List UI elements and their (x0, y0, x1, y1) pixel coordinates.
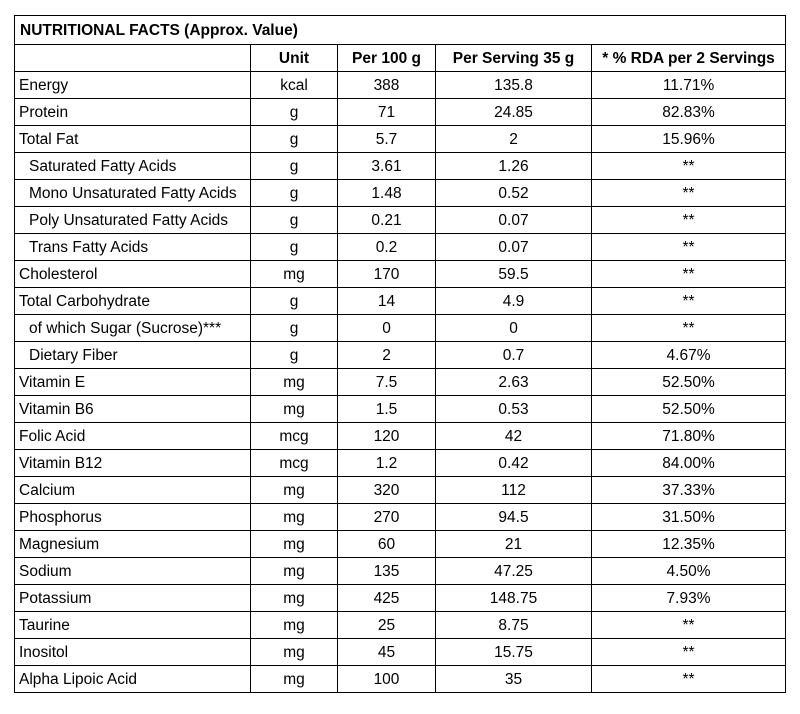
rda-cell: 15.96% (592, 126, 786, 153)
per-serving-cell: 112 (436, 477, 592, 504)
table-row (15, 180, 786, 207)
per-serving-cell: 94.5 (436, 504, 592, 531)
unit-cell: mg (251, 531, 338, 558)
per-serving-cell: 59.5 (436, 261, 592, 288)
table-row (15, 288, 786, 315)
table-row (15, 207, 786, 234)
table-row (15, 612, 786, 639)
unit-cell: mg (251, 477, 338, 504)
table-body (15, 72, 786, 693)
per-100g-cell: 5.7 (338, 126, 436, 153)
per-100g-cell: 3.61 (338, 153, 436, 180)
rda-cell: ** (592, 234, 786, 261)
table-row (15, 99, 786, 126)
nutrient-name: Phosphorus (15, 504, 251, 531)
unit-cell: mg (251, 585, 338, 612)
per-serving-cell: 0.52 (436, 180, 592, 207)
rda-cell: 52.50% (592, 396, 786, 423)
per-100g-cell: 270 (338, 504, 436, 531)
rda-cell: ** (592, 612, 786, 639)
nutrient-name: Trans Fatty Acids (15, 234, 251, 261)
rda-cell: 37.33% (592, 477, 786, 504)
rda-cell: ** (592, 666, 786, 693)
table-row (15, 666, 786, 693)
unit-cell: g (251, 180, 338, 207)
unit-cell: mg (251, 261, 338, 288)
table-row (15, 558, 786, 585)
rda-cell: 12.35% (592, 531, 786, 558)
per-100g-cell: 14 (338, 288, 436, 315)
nutrient-name: Alpha Lipoic Acid (15, 666, 251, 693)
header-unit: Unit (251, 45, 338, 72)
rda-cell: 52.50% (592, 369, 786, 396)
header-row (15, 45, 786, 72)
rda-cell: 4.67% (592, 342, 786, 369)
per-100g-cell: 170 (338, 261, 436, 288)
nutrient-name: Energy (15, 72, 251, 99)
table-row (15, 396, 786, 423)
unit-cell: mg (251, 666, 338, 693)
rda-cell: 82.83% (592, 99, 786, 126)
rda-cell: ** (592, 180, 786, 207)
per-serving-cell: 42 (436, 423, 592, 450)
unit-cell: g (251, 153, 338, 180)
unit-cell: mg (251, 396, 338, 423)
unit-cell: mcg (251, 450, 338, 477)
header-per-100g: Per 100 g (338, 45, 436, 72)
header-nutrient (15, 45, 251, 72)
per-serving-cell: 148.75 (436, 585, 592, 612)
nutrition-table (14, 15, 786, 693)
per-100g-cell: 100 (338, 666, 436, 693)
unit-cell: mg (251, 612, 338, 639)
header-per-serving: Per Serving 35 g (436, 45, 592, 72)
table-row (15, 639, 786, 666)
nutrient-name: Saturated Fatty Acids (15, 153, 251, 180)
rda-cell: ** (592, 288, 786, 315)
title-row (15, 16, 786, 45)
header-rda: * % RDA per 2 Servings (592, 45, 786, 72)
per-100g-cell: 1.5 (338, 396, 436, 423)
per-serving-cell: 0.53 (436, 396, 592, 423)
rda-cell: 11.71% (592, 72, 786, 99)
per-serving-cell: 2 (436, 126, 592, 153)
nutrient-name: Cholesterol (15, 261, 251, 288)
per-serving-cell: 15.75 (436, 639, 592, 666)
rda-cell: ** (592, 207, 786, 234)
rda-cell: ** (592, 315, 786, 342)
per-serving-cell: 1.26 (436, 153, 592, 180)
nutrient-name: Protein (15, 99, 251, 126)
unit-cell: mg (251, 369, 338, 396)
rda-cell: 71.80% (592, 423, 786, 450)
per-100g-cell: 45 (338, 639, 436, 666)
nutrient-name: Mono Unsaturated Fatty Acids (15, 180, 251, 207)
per-serving-cell: 35 (436, 666, 592, 693)
per-serving-cell: 24.85 (436, 99, 592, 126)
nutrient-name: Calcium (15, 477, 251, 504)
table-row (15, 126, 786, 153)
per-100g-cell: 0.21 (338, 207, 436, 234)
per-serving-cell: 21 (436, 531, 592, 558)
nutrition-facts-panel (14, 15, 785, 693)
table-row (15, 234, 786, 261)
nutrient-name: Poly Unsaturated Fatty Acids (15, 207, 251, 234)
table-row (15, 504, 786, 531)
per-serving-cell: 4.9 (436, 288, 592, 315)
per-100g-cell: 320 (338, 477, 436, 504)
unit-cell: g (251, 342, 338, 369)
unit-cell: mg (251, 558, 338, 585)
per-serving-cell: 0.07 (436, 234, 592, 261)
nutrient-name: Vitamin B6 (15, 396, 251, 423)
nutrient-name: Taurine (15, 612, 251, 639)
unit-cell: g (251, 99, 338, 126)
per-100g-cell: 60 (338, 531, 436, 558)
unit-cell: mcg (251, 423, 338, 450)
per-100g-cell: 0.2 (338, 234, 436, 261)
per-100g-cell: 0 (338, 315, 436, 342)
unit-cell: kcal (251, 72, 338, 99)
table-row (15, 585, 786, 612)
table-row (15, 450, 786, 477)
per-100g-cell: 425 (338, 585, 436, 612)
per-serving-cell: 47.25 (436, 558, 592, 585)
nutrient-name: of which Sugar (Sucrose)*** (15, 315, 251, 342)
unit-cell: g (251, 288, 338, 315)
rda-cell: ** (592, 261, 786, 288)
per-100g-cell: 2 (338, 342, 436, 369)
table-row (15, 342, 786, 369)
table-row (15, 315, 786, 342)
per-serving-cell: 0 (436, 315, 592, 342)
table-row (15, 153, 786, 180)
table-row (15, 261, 786, 288)
unit-cell: g (251, 234, 338, 261)
table-title: NUTRITIONAL FACTS (Approx. Value) (15, 16, 786, 45)
table-row (15, 72, 786, 99)
per-100g-cell: 1.48 (338, 180, 436, 207)
per-serving-cell: 0.7 (436, 342, 592, 369)
table-row (15, 531, 786, 558)
nutrient-name: Vitamin E (15, 369, 251, 396)
per-serving-cell: 135.8 (436, 72, 592, 99)
per-100g-cell: 25 (338, 612, 436, 639)
nutrient-name: Total Carbohydrate (15, 288, 251, 315)
nutrient-name: Total Fat (15, 126, 251, 153)
nutrient-name: Folic Acid (15, 423, 251, 450)
nutrient-name: Potassium (15, 585, 251, 612)
unit-cell: mg (251, 639, 338, 666)
table-row (15, 423, 786, 450)
nutrient-name: Vitamin B12 (15, 450, 251, 477)
nutrient-name: Magnesium (15, 531, 251, 558)
rda-cell: ** (592, 639, 786, 666)
unit-cell: mg (251, 504, 338, 531)
nutrient-name: Dietary Fiber (15, 342, 251, 369)
per-serving-cell: 8.75 (436, 612, 592, 639)
unit-cell: g (251, 315, 338, 342)
per-serving-cell: 0.42 (436, 450, 592, 477)
per-100g-cell: 120 (338, 423, 436, 450)
per-serving-cell: 2.63 (436, 369, 592, 396)
unit-cell: g (251, 207, 338, 234)
per-100g-cell: 71 (338, 99, 436, 126)
nutrient-name: Inositol (15, 639, 251, 666)
per-serving-cell: 0.07 (436, 207, 592, 234)
rda-cell: 84.00% (592, 450, 786, 477)
rda-cell: 4.50% (592, 558, 786, 585)
table-row (15, 369, 786, 396)
per-100g-cell: 135 (338, 558, 436, 585)
nutrient-name: Sodium (15, 558, 251, 585)
per-100g-cell: 1.2 (338, 450, 436, 477)
rda-cell: 7.93% (592, 585, 786, 612)
per-100g-cell: 388 (338, 72, 436, 99)
rda-cell: ** (592, 153, 786, 180)
table-row (15, 477, 786, 504)
per-100g-cell: 7.5 (338, 369, 436, 396)
rda-cell: 31.50% (592, 504, 786, 531)
unit-cell: g (251, 126, 338, 153)
